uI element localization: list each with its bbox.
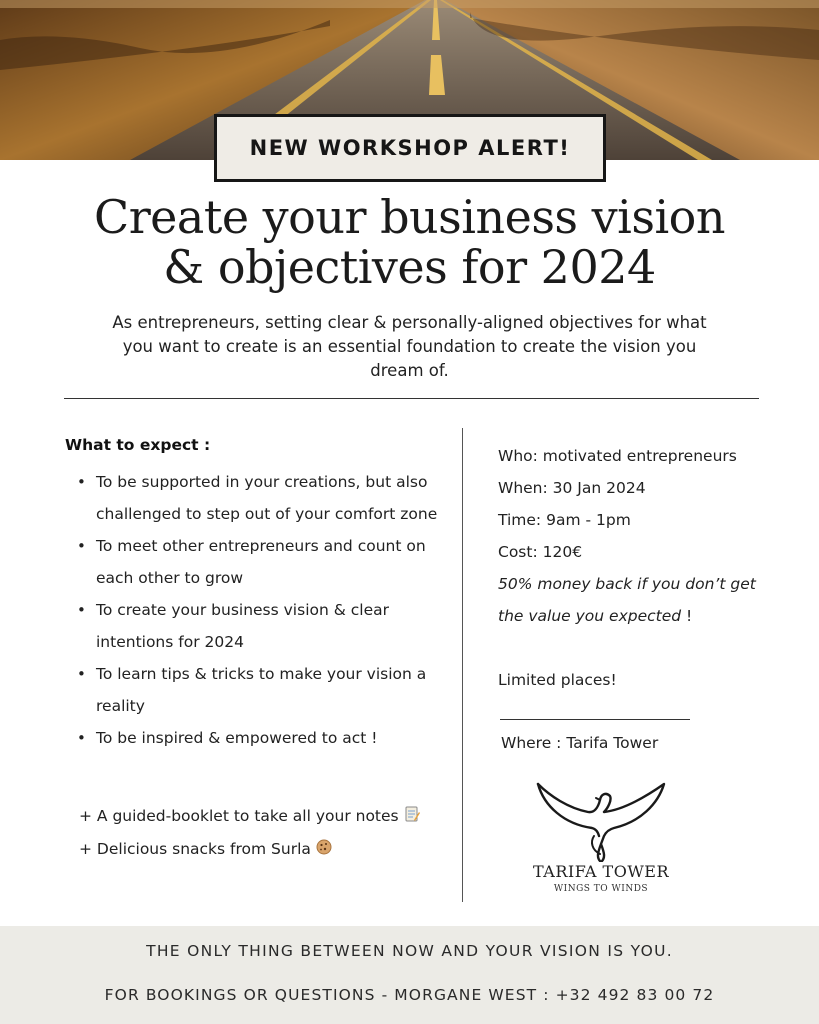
guarantee-suffix: ! <box>681 607 693 625</box>
footer-band <box>0 926 819 1024</box>
footer-contact: FOR BOOKINGS OR QUESTIONS - MORGANE WEST : +32 492 83 00 72 <box>104 986 715 1004</box>
logo-name: TARIFA TOWER <box>532 862 670 881</box>
memo-icon <box>404 801 420 833</box>
cookie-icon <box>316 834 332 866</box>
detail-who: Who: motivated entrepreneurs <box>498 447 737 465</box>
logo-tagline: WINGS TO WINDS <box>553 884 649 894</box>
detail-limited: Limited places! <box>498 671 617 689</box>
footer-tagline: THE ONLY THING BETWEEN NOW AND YOUR VISION IS YOU. <box>146 942 673 960</box>
extra-booklet <box>79 800 420 833</box>
list-item: • To meet other entrepreneurs and count on each other to grow <box>77 530 447 594</box>
extra-snacks-text: + Delicious snacks from Surla <box>79 840 311 858</box>
details-divider <box>500 719 690 720</box>
detail-time: Time: 9am - 1pm <box>498 511 631 529</box>
extras-list <box>79 800 420 866</box>
workshop-alert-text: NEW WORKSHOP ALERT! <box>249 136 571 160</box>
title-line-2: & objectives for 2024 <box>163 240 656 294</box>
list-item: • To be supported in your creations, but also challenged to step out of your comfort zone <box>77 466 447 530</box>
detail-when: When: 30 Jan 2024 <box>498 479 646 497</box>
detail-cost: Cost: 120€ <box>498 543 583 561</box>
extra-snacks <box>79 833 420 866</box>
intro-paragraph: As entrepreneurs, setting clear & personally-aligned objectives for what you want to create is an essential foundation to create the vision you dream of. <box>112 313 707 380</box>
list-item: • To be inspired & empowered to act ! <box>77 722 447 754</box>
expect-list <box>77 466 447 754</box>
list-item: • To learn tips & tricks to make your vision a reality <box>77 658 447 722</box>
page-title <box>0 192 819 292</box>
bird-logo-icon <box>530 778 672 862</box>
extra-booklet-text: + A guided-booklet to take all your notes <box>79 807 399 825</box>
list-item: • To create your business vision & clear intentions for 2024 <box>77 594 447 658</box>
detail-guarantee <box>498 568 768 632</box>
tarifa-tower-logo <box>530 778 672 908</box>
expect-heading: What to expect : <box>65 436 211 454</box>
workshop-details <box>498 440 768 696</box>
detail-where: Where : Tarifa Tower <box>501 734 659 752</box>
column-divider <box>462 428 463 902</box>
section-divider <box>64 398 759 399</box>
title-line-1: Create your business vision <box>94 190 725 244</box>
workshop-alert-badge <box>214 114 606 182</box>
guarantee-text: 50% money back if you don’t get the value you expected <box>498 575 756 625</box>
